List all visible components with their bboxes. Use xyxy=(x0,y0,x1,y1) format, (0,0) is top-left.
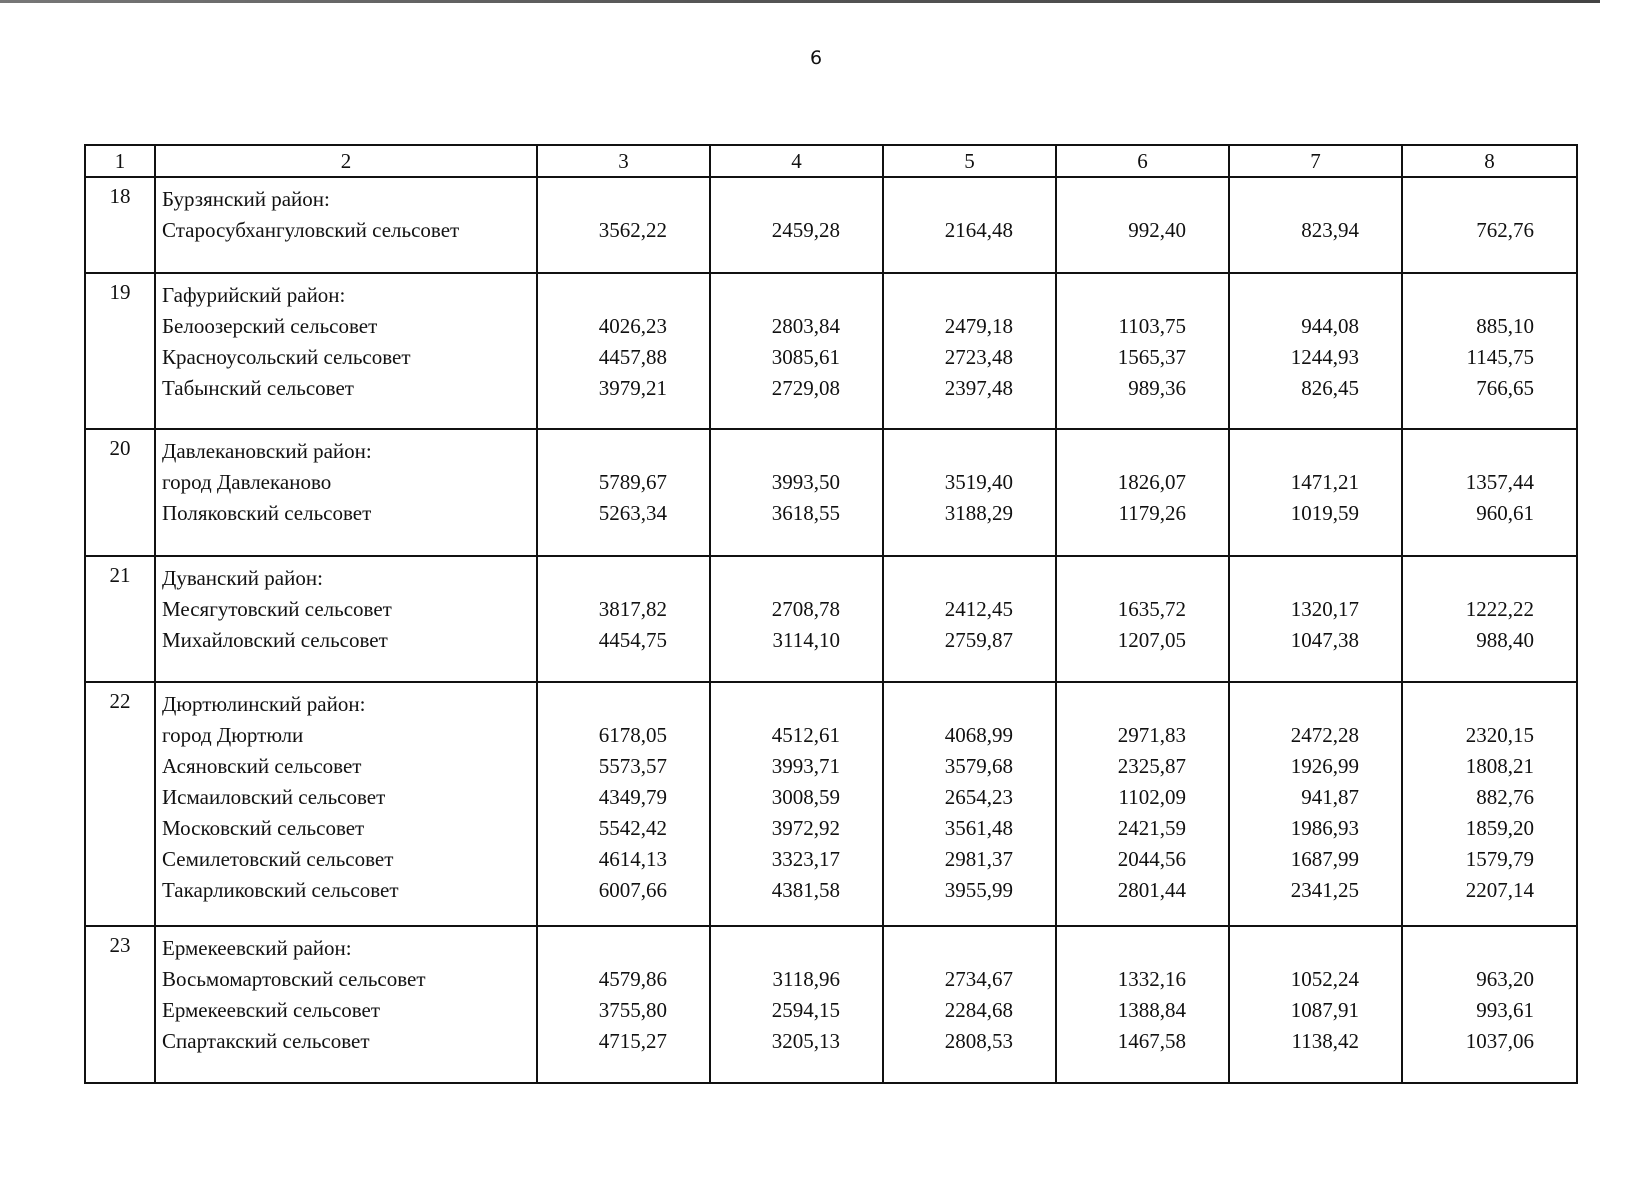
value-cell: 1926,99 xyxy=(1290,754,1359,778)
value-cell: 3519,40 xyxy=(944,470,1013,494)
district-spacer xyxy=(1057,184,1186,215)
value-cell: 1635,72 xyxy=(1117,597,1186,621)
column-header: 8 xyxy=(1402,145,1577,177)
value-cell: 944,08 xyxy=(1301,314,1359,338)
settlement-name: Такарликовский сельсовет xyxy=(162,878,399,902)
value-cell: 3817,82 xyxy=(598,597,667,621)
value-cell: 3188,29 xyxy=(944,501,1013,525)
value-cell: 4349,79 xyxy=(598,785,667,809)
value-cell: 1579,79 xyxy=(1465,847,1534,871)
district-spacer xyxy=(884,933,1013,964)
district-spacer xyxy=(538,933,667,964)
district-spacer xyxy=(884,563,1013,594)
page-number: 6 xyxy=(809,47,823,69)
value-cell: 4381,58 xyxy=(771,878,840,902)
value-column-8 xyxy=(1402,273,1577,429)
value-column-8 xyxy=(1402,926,1577,1083)
district-spacer xyxy=(538,436,667,467)
district-spacer xyxy=(884,280,1013,311)
value-column-3 xyxy=(537,177,710,273)
district-spacer xyxy=(1403,280,1534,311)
value-column-6 xyxy=(1056,556,1229,682)
district-spacer xyxy=(538,280,667,311)
value-cell: 2479,18 xyxy=(944,314,1013,338)
district-name: Ермекеевский район: xyxy=(162,936,352,960)
value-cell: 2472,28 xyxy=(1290,723,1359,747)
settlement-names-cell xyxy=(155,556,537,682)
value-cell: 993,61 xyxy=(1476,998,1534,1022)
value-column-7 xyxy=(1229,556,1402,682)
value-column-5 xyxy=(883,177,1056,273)
district-spacer xyxy=(1403,933,1534,964)
district-spacer xyxy=(538,563,667,594)
value-cell: 2325,87 xyxy=(1117,754,1186,778)
settlement-name: Табынский сельсовет xyxy=(162,376,354,400)
district-spacer xyxy=(1403,184,1534,215)
value-column-4 xyxy=(710,682,883,926)
value-column-8 xyxy=(1402,429,1577,556)
value-column-7 xyxy=(1229,429,1402,556)
settlement-name: Поляковский сельсовет xyxy=(162,501,372,525)
value-cell: 1357,44 xyxy=(1465,470,1534,494)
value-cell: 6007,66 xyxy=(598,878,667,902)
value-cell: 4454,75 xyxy=(598,628,667,652)
value-column-6 xyxy=(1056,926,1229,1083)
district-spacer xyxy=(1403,563,1534,594)
settlement-names-cell xyxy=(155,177,537,273)
value-cell: 3972,92 xyxy=(771,816,840,840)
value-cell: 2459,28 xyxy=(771,218,840,242)
settlement-name: Асяновский сельсовет xyxy=(162,754,362,778)
district-group-row xyxy=(85,556,1577,682)
district-spacer xyxy=(1403,436,1534,467)
settlement-name: город Дюртюли xyxy=(162,723,304,747)
settlement-name: Спартакский сельсовет xyxy=(162,1029,370,1053)
district-name: Давлекановский район: xyxy=(162,439,372,463)
value-column-3 xyxy=(537,429,710,556)
row-number: 18 xyxy=(85,177,155,273)
district-name: Дюртюлинский район: xyxy=(162,692,366,716)
district-spacer xyxy=(884,436,1013,467)
value-cell: 2341,25 xyxy=(1290,878,1359,902)
district-spacer xyxy=(884,689,1013,720)
column-header: 5 xyxy=(883,145,1056,177)
value-cell: 3323,17 xyxy=(771,847,840,871)
district-spacer xyxy=(1057,563,1186,594)
value-cell: 1102,09 xyxy=(1118,785,1186,809)
value-cell: 4614,13 xyxy=(598,847,667,871)
value-cell: 1222,22 xyxy=(1465,597,1534,621)
value-cell: 2734,67 xyxy=(944,967,1013,991)
value-cell: 1145,75 xyxy=(1466,345,1534,369)
value-cell: 2421,59 xyxy=(1117,816,1186,840)
value-cell: 5789,67 xyxy=(598,470,667,494)
district-name: Бурзянский район: xyxy=(162,187,330,211)
value-cell: 3618,55 xyxy=(771,501,840,525)
value-cell: 3118,96 xyxy=(772,967,840,991)
value-cell: 3114,10 xyxy=(772,628,840,652)
settlement-names-cell xyxy=(155,273,537,429)
value-cell: 992,40 xyxy=(1128,218,1186,242)
value-cell: 4457,88 xyxy=(598,345,667,369)
value-cell: 1244,93 xyxy=(1290,345,1359,369)
column-header: 3 xyxy=(537,145,710,177)
value-cell: 6178,05 xyxy=(598,723,667,747)
value-cell: 2044,56 xyxy=(1117,847,1186,871)
district-spacer xyxy=(711,933,840,964)
value-cell: 2284,68 xyxy=(944,998,1013,1022)
value-cell: 2164,48 xyxy=(944,218,1013,242)
value-cell: 941,87 xyxy=(1301,785,1359,809)
district-spacer xyxy=(1230,933,1359,964)
value-cell: 2759,87 xyxy=(944,628,1013,652)
row-number: 20 xyxy=(85,429,155,556)
settlement-name: город Давлеканово xyxy=(162,470,332,494)
value-cell: 2320,15 xyxy=(1465,723,1534,747)
settlement-name: Семилетовский сельсовет xyxy=(162,847,394,871)
value-cell: 1467,58 xyxy=(1117,1029,1186,1053)
value-cell: 1808,21 xyxy=(1465,754,1534,778)
settlement-names-cell xyxy=(155,682,537,926)
value-column-7 xyxy=(1229,926,1402,1083)
value-cell: 989,36 xyxy=(1128,376,1186,400)
value-cell: 1052,24 xyxy=(1290,967,1359,991)
value-cell: 3955,99 xyxy=(944,878,1013,902)
value-cell: 5573,57 xyxy=(598,754,667,778)
settlement-names-cell xyxy=(155,429,537,556)
district-spacer xyxy=(711,280,840,311)
value-cell: 3008,59 xyxy=(771,785,840,809)
district-spacer xyxy=(1403,689,1534,720)
value-column-4 xyxy=(710,556,883,682)
value-cell: 960,61 xyxy=(1476,501,1534,525)
value-cell: 1207,05 xyxy=(1117,628,1186,652)
value-cell: 2397,48 xyxy=(944,376,1013,400)
value-cell: 5263,34 xyxy=(598,501,667,525)
settlement-name: Старосубхангуловский сельсовет xyxy=(162,218,460,242)
value-cell: 2708,78 xyxy=(771,597,840,621)
district-spacer xyxy=(1230,280,1359,311)
value-cell: 823,94 xyxy=(1301,218,1359,242)
district-group-row xyxy=(85,273,1577,429)
value-cell: 1047,38 xyxy=(1290,628,1359,652)
district-name: Дуванский район: xyxy=(162,566,323,590)
value-cell: 3579,68 xyxy=(944,754,1013,778)
district-spacer xyxy=(884,184,1013,215)
row-number: 22 xyxy=(85,682,155,926)
value-column-5 xyxy=(883,429,1056,556)
value-cell: 882,76 xyxy=(1476,785,1534,809)
value-cell: 2803,84 xyxy=(771,314,840,338)
value-cell: 1179,26 xyxy=(1118,501,1186,525)
value-column-5 xyxy=(883,682,1056,926)
value-cell: 2207,14 xyxy=(1465,878,1534,902)
district-spacer xyxy=(1230,689,1359,720)
value-column-6 xyxy=(1056,273,1229,429)
value-column-6 xyxy=(1056,682,1229,926)
data-table xyxy=(84,144,1578,1084)
column-header: 6 xyxy=(1056,145,1229,177)
settlement-names-cell xyxy=(155,926,537,1083)
value-cell: 1103,75 xyxy=(1118,314,1186,338)
value-column-6 xyxy=(1056,177,1229,273)
value-column-8 xyxy=(1402,556,1577,682)
district-spacer xyxy=(1057,689,1186,720)
value-cell: 1565,37 xyxy=(1117,345,1186,369)
column-header: 1 xyxy=(85,145,155,177)
value-cell: 3979,21 xyxy=(598,376,667,400)
district-spacer xyxy=(1230,563,1359,594)
settlement-name: Михайловский сельсовет xyxy=(162,628,388,652)
value-column-8 xyxy=(1402,177,1577,273)
district-spacer xyxy=(1057,280,1186,311)
value-cell: 4068,99 xyxy=(944,723,1013,747)
value-column-5 xyxy=(883,556,1056,682)
value-cell: 4715,27 xyxy=(598,1029,667,1053)
district-group-row xyxy=(85,682,1577,926)
value-cell: 4026,23 xyxy=(598,314,667,338)
value-cell: 3562,22 xyxy=(598,218,667,242)
value-column-3 xyxy=(537,273,710,429)
value-cell: 1037,06 xyxy=(1465,1029,1534,1053)
value-cell: 1859,20 xyxy=(1465,816,1534,840)
value-cell: 1320,17 xyxy=(1290,597,1359,621)
value-cell: 1826,07 xyxy=(1117,470,1186,494)
value-cell: 4579,86 xyxy=(598,967,667,991)
value-cell: 3993,71 xyxy=(771,754,840,778)
value-cell: 1087,91 xyxy=(1290,998,1359,1022)
value-cell: 2808,53 xyxy=(944,1029,1013,1053)
district-group-row xyxy=(85,177,1577,273)
district-spacer xyxy=(1057,933,1186,964)
value-column-3 xyxy=(537,682,710,926)
value-column-8 xyxy=(1402,682,1577,926)
value-column-5 xyxy=(883,926,1056,1083)
value-cell: 2971,83 xyxy=(1117,723,1186,747)
value-column-6 xyxy=(1056,429,1229,556)
value-cell: 2594,15 xyxy=(771,998,840,1022)
value-column-7 xyxy=(1229,177,1402,273)
district-spacer xyxy=(1230,184,1359,215)
value-cell: 4512,61 xyxy=(771,723,840,747)
value-cell: 2981,37 xyxy=(944,847,1013,871)
column-number-row xyxy=(85,145,1577,177)
district-group-row xyxy=(85,429,1577,556)
value-column-7 xyxy=(1229,682,1402,926)
district-spacer xyxy=(1230,436,1359,467)
settlement-name: Восьмомартовский сельсовет xyxy=(162,967,426,991)
value-cell: 5542,42 xyxy=(598,816,667,840)
value-cell: 766,65 xyxy=(1476,376,1534,400)
value-cell: 1332,16 xyxy=(1117,967,1186,991)
district-group-row xyxy=(85,926,1577,1083)
value-cell: 762,76 xyxy=(1476,218,1534,242)
value-column-4 xyxy=(710,926,883,1083)
value-column-4 xyxy=(710,273,883,429)
value-cell: 1388,84 xyxy=(1117,998,1186,1022)
value-cell: 3755,80 xyxy=(598,998,667,1022)
value-cell: 2801,44 xyxy=(1117,878,1186,902)
value-cell: 2654,23 xyxy=(944,785,1013,809)
value-column-3 xyxy=(537,556,710,682)
district-name: Гафурийский район: xyxy=(162,283,346,307)
district-spacer xyxy=(711,436,840,467)
value-column-4 xyxy=(710,429,883,556)
value-cell: 2412,45 xyxy=(944,597,1013,621)
column-header: 4 xyxy=(710,145,883,177)
district-spacer xyxy=(538,184,667,215)
district-spacer xyxy=(1057,436,1186,467)
district-spacer xyxy=(711,184,840,215)
value-cell: 963,20 xyxy=(1476,967,1534,991)
row-number: 21 xyxy=(85,556,155,682)
row-number: 23 xyxy=(85,926,155,1083)
value-cell: 988,40 xyxy=(1476,628,1534,652)
value-cell: 1138,42 xyxy=(1291,1029,1359,1053)
value-cell: 885,10 xyxy=(1476,314,1534,338)
table-body xyxy=(85,145,1577,1083)
value-cell: 3205,13 xyxy=(771,1029,840,1053)
settlement-name: Исмаиловский сельсовет xyxy=(162,785,386,809)
value-cell: 1687,99 xyxy=(1290,847,1359,871)
scan-top-edge xyxy=(0,0,1600,3)
value-cell: 3085,61 xyxy=(771,345,840,369)
district-spacer xyxy=(538,689,667,720)
value-cell: 826,45 xyxy=(1301,376,1359,400)
settlement-name: Белоозерский сельсовет xyxy=(162,314,378,338)
value-cell: 1986,93 xyxy=(1290,816,1359,840)
value-cell: 2723,48 xyxy=(944,345,1013,369)
value-column-5 xyxy=(883,273,1056,429)
value-cell: 3561,48 xyxy=(944,816,1013,840)
value-cell: 1019,59 xyxy=(1290,501,1359,525)
column-header: 7 xyxy=(1229,145,1402,177)
settlement-name: Ермекеевский сельсовет xyxy=(162,998,381,1022)
value-column-7 xyxy=(1229,273,1402,429)
value-cell: 1471,21 xyxy=(1290,470,1359,494)
district-spacer xyxy=(711,689,840,720)
value-cell: 2729,08 xyxy=(771,376,840,400)
settlement-name: Месягутовский сельсовет xyxy=(162,597,392,621)
settlement-name: Красноусольский сельсовет xyxy=(162,345,411,369)
value-column-3 xyxy=(537,926,710,1083)
row-number: 19 xyxy=(85,273,155,429)
settlement-name: Московский сельсовет xyxy=(162,816,365,840)
column-header: 2 xyxy=(155,145,537,177)
value-cell: 3993,50 xyxy=(771,470,840,494)
value-column-4 xyxy=(710,177,883,273)
district-spacer xyxy=(711,563,840,594)
